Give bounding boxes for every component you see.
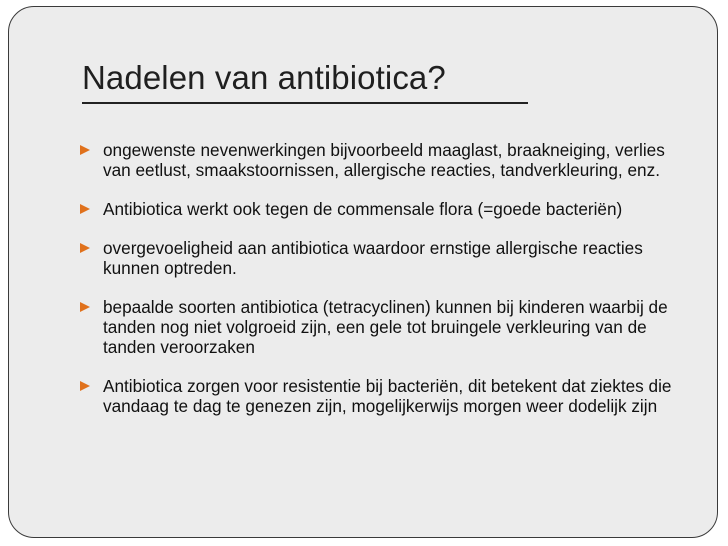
slide-title: Nadelen van antibiotica? [82,59,446,96]
triangle-bullet-icon [80,145,90,155]
bullet-text: overgevoeligheid aan antibiotica waardoor ernstige allergische reacties kunnen optreden. [103,238,643,278]
bullet-item [80,140,680,180]
bullet-item [80,238,680,278]
title-underline [82,102,528,104]
triangle-bullet-icon [80,204,90,214]
triangle-bullet-icon [80,302,90,312]
bullet-item [80,199,680,219]
bullet-item [80,376,680,416]
bullet-text: bepaalde soorten antibiotica (tetracyclinen) kunnen bij kinderen waarbij de tanden nog niet volgroeid zijn, een gele tot bruingele verkleuring van de tanden veroorzaken [103,297,668,357]
bullet-text: Antibiotica werkt ook tegen de commensale flora (=goede bacteriën) [103,199,623,219]
bullet-text: ongewenste nevenwerkingen bijvoorbeeld maaglast, braakneiging, verlies van eetlust, smaakstoornissen, allergische reacties, tandverkleuring, enz. [103,140,665,180]
bullet-item [80,297,680,357]
bullet-list [80,140,680,416]
triangle-bullet-icon [80,381,90,391]
triangle-bullet-icon [80,243,90,253]
bullet-text: Antibiotica zorgen voor resistentie bij bacteriën, dit betekent dat ziektes die vandaag te dag te genezen zijn, mogelijkerwijs morgen weer dodelijk zijn [103,376,672,416]
